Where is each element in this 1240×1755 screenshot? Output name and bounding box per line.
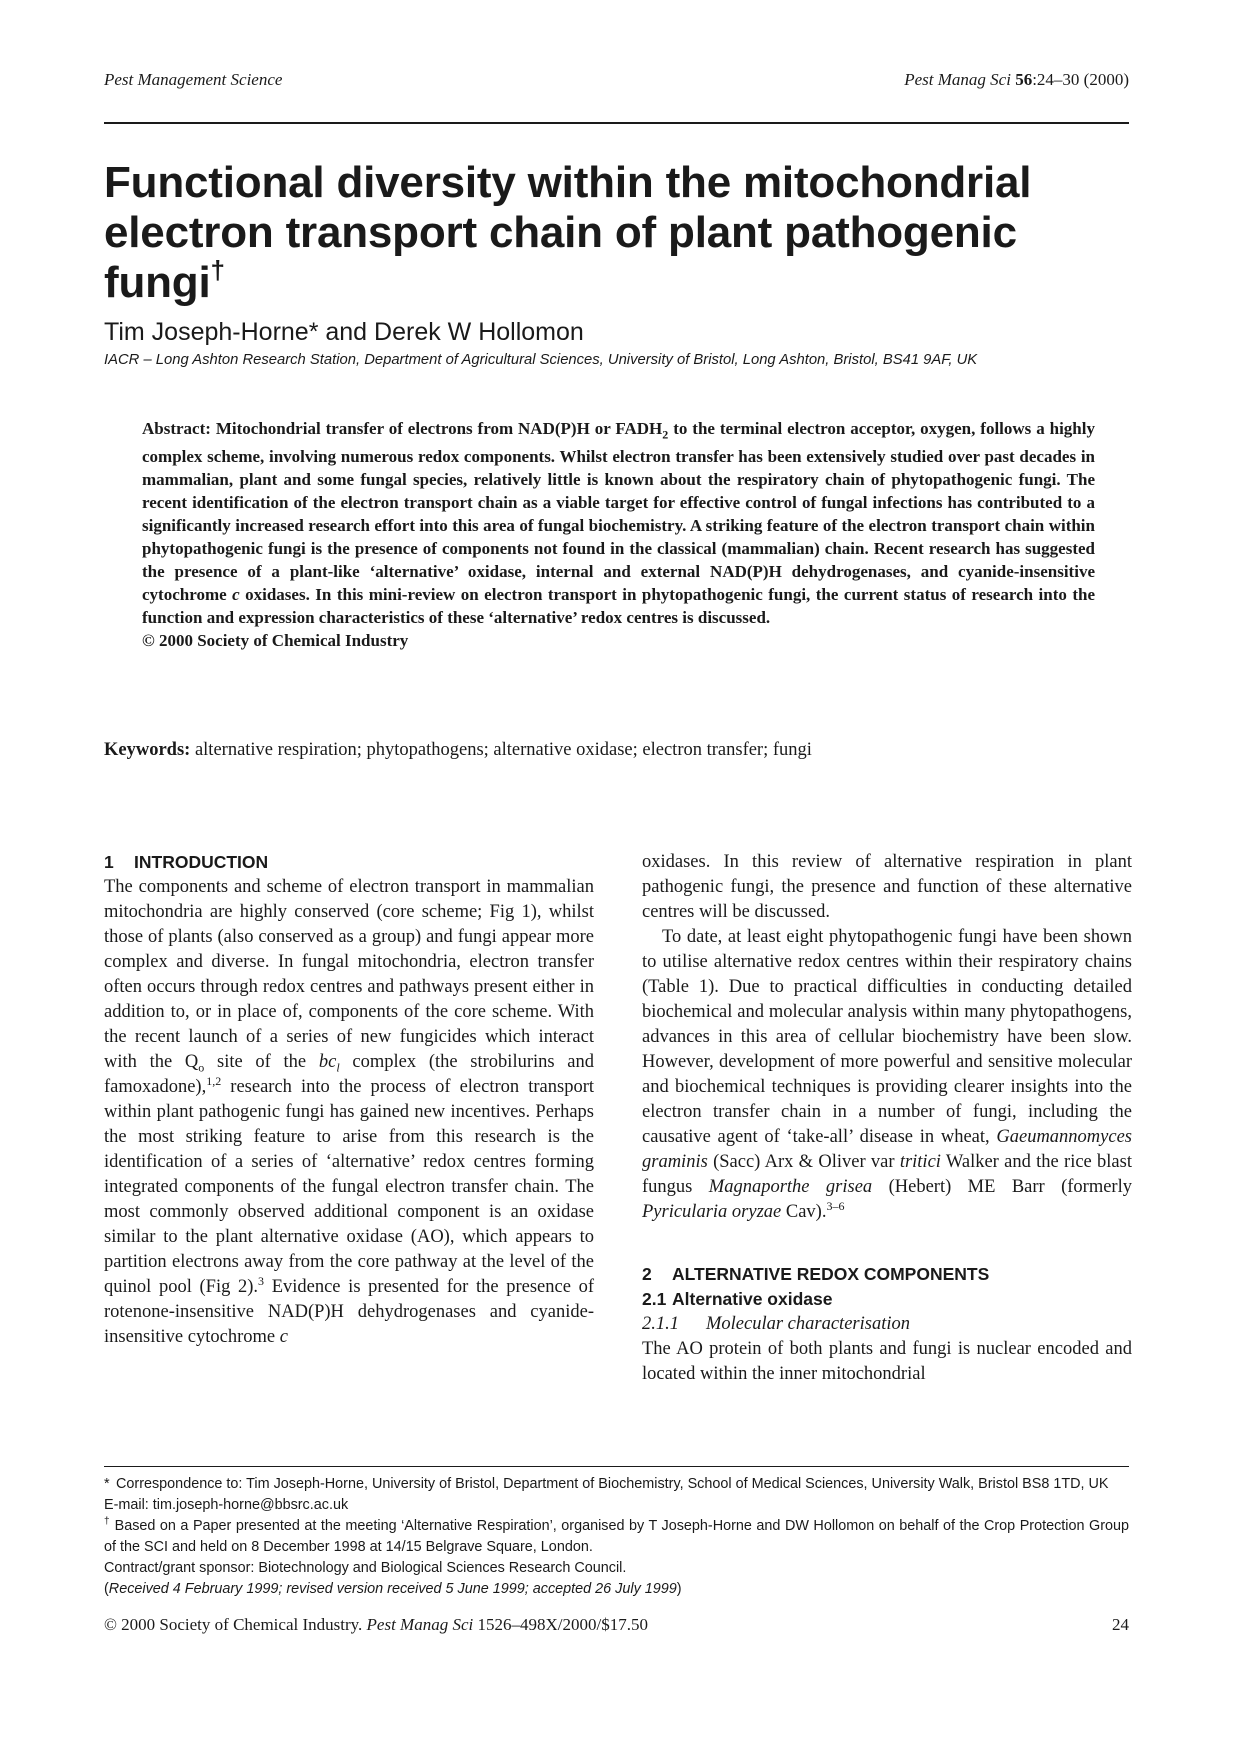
- reference-citation: 3: [258, 1273, 265, 1288]
- column-right-content: [642, 850, 1132, 1387]
- abstract-subscript: 2: [662, 427, 669, 442]
- intro-subscript: o: [198, 1060, 205, 1075]
- abstract-text-c: oxidases. In this mini-review on electron transport in phytopathogenic fungi, the current status of research into the function and expression characteristics of these ‘alternative’ redox centres is discussed.: [142, 584, 1095, 627]
- section2-paragraph: The AO protein of both plants and fungi is nuclear encoded and located within the inner mitochondrial: [642, 1339, 1132, 1384]
- abstract-text-b: to the terminal electron acceptor, oxygen, follows a highly complex scheme, involving numerous redox components. Whilst electron transfer has been extensively studied over past decades in mammalian, plant and some fungal species, relatively little is known about the respiratory chain of phytopathogenic fungi. The recent identification of the electron transport chain as a viable target for effective control of fungal infections has contributed to a significantly increased research effort into this area of fungal biochemistry. A striking feature of the electron transport chain within phytopathogenic fungi is the presence of components not found in the classical (mammalian) chain. Recent research has suggested the presence of a plant-like ‘alternative’ oxidase, internal and external NAD(P)H dehydrogenases, and cyanide-insensitive cytochrome: [142, 419, 1095, 604]
- section-gap: [642, 1225, 1132, 1262]
- abstract-italic: c: [232, 584, 240, 604]
- subsection-heading-alternative-oxidase: [642, 1287, 1132, 1312]
- intro-text: The components and scheme of electron transport in mammalian mitochondria are highly conserved (core scheme; Fig 1), whilst those of plants (also conserved as a group) and fungi appear more complex and diverse. In fungal mitochondria, electron transfer often occurs through redox centres and pathways present either in addition to, or in place of, components of the core scheme. With the recent launch of a series of new fungicides which interact with the Q: [104, 877, 594, 1072]
- species-name: Gaeumannomyces graminis: [642, 1127, 1132, 1172]
- title-dagger-mark: †: [210, 255, 225, 285]
- abstract-copyright: © 2000 Society of Chemical Industry: [142, 630, 409, 650]
- page-footer: [104, 1615, 1129, 1635]
- intro-text: site of the: [204, 1052, 319, 1072]
- section-heading-alternative-redox: [642, 1262, 1132, 1287]
- footer-journal: Pest Manag Sci: [366, 1615, 474, 1634]
- intro-text: Evidence is presented for the presence of rotenone-insensitive NAD(P)H dehydrogenases and cyanide-insensitive cytochrome: [104, 1277, 594, 1347]
- keywords-label: Keywords:: [104, 740, 191, 760]
- footnote-email: E-mail: tim.joseph-horne@bbsrc.ac.uk: [104, 1497, 349, 1513]
- intro-paragraph-1-continued: [642, 850, 1132, 925]
- subsection-title: Alternative oxidase: [672, 1289, 833, 1309]
- footer-copyright: © 2000 Society of Chemical Industry.: [104, 1615, 367, 1634]
- intro-paragraph-1: [104, 875, 594, 1350]
- intro-text: (Sacc) Arx & Oliver var: [707, 1152, 900, 1172]
- species-name: tritici: [899, 1152, 941, 1172]
- abstract-label: Abstract:: [142, 419, 211, 438]
- abstract: [142, 418, 1095, 652]
- intro-text: research into the process of electron transport within plant pathogenic fungi has gained new incentives. Perhaps the most striking feature to arise from this research is the identification of a series of ‘alternative’ redox centres forming integrated components of the fungal electron transfer chain. The most commonly observed additional component is an oxidase similar to the plant alternative oxidase (AO), which appears to partition electrons away from the core pathway at the level of the quinol pool (Fig 2).: [104, 1077, 594, 1297]
- footnote-received: (Received 4 February 1999; revised version received 5 June 1999; accepted 26 July 1999): [104, 1581, 682, 1597]
- footnote-sponsor: Contract/grant sponsor: Biotechnology and Biological Sciences Research Council.: [104, 1560, 627, 1576]
- page-number: 24: [1112, 1615, 1129, 1634]
- citation-prefix: Pest Manag Sci: [904, 70, 1016, 89]
- intro-italic: bc: [318, 1052, 337, 1072]
- article-title-text: Functional diversity within the mitochondrial electron transport chain of plant pathogenic fungi: [104, 158, 1032, 307]
- intro-text: complex (the strobilurins and famoxadone),: [104, 1052, 595, 1097]
- correspondence-text: Correspondence to: Tim Joseph-Horne, University of Bristol, Department of Biochemistry, School of Medical Sciences, University Walk, Bristol BS8 1TD, UK: [116, 1476, 1109, 1492]
- subsubsection-title: Molecular characterisation: [706, 1314, 910, 1334]
- section-number: 1: [104, 852, 114, 872]
- subsection-number: 2.1: [642, 1289, 667, 1309]
- citation-volume: 56: [1015, 70, 1033, 89]
- keywords-text: alternative respiration; phytopathogens; alternative oxidase; electron transfer; fungi: [190, 740, 812, 760]
- footnote-based-on: [104, 1516, 1129, 1558]
- section-title: INTRODUCTION: [134, 852, 269, 872]
- abstract-text-a: Mitochondrial transfer of electrons from NAD(P)H or FADH: [210, 419, 663, 438]
- footnote-rule: [104, 1466, 1129, 1467]
- citation-pages: :24–30 (2000): [1032, 70, 1129, 89]
- intro-paragraph-2: [642, 925, 1132, 1225]
- subsubsection-heading: [642, 1312, 1132, 1337]
- footer-issn: 1526–498X/2000/$17.50: [473, 1615, 648, 1634]
- running-header: [104, 70, 1129, 94]
- intro-text: (Hebert) ME Barr (formerly: [872, 1177, 1132, 1197]
- footnote-star-mark: *: [104, 1476, 110, 1492]
- affiliation: IACR – Long Ashton Research Station, Department of Agricultural Sciences, University of Bristol, Long Ashton, Bristol, BS41 9AF, UK: [104, 352, 978, 368]
- footnotes: [104, 1474, 1129, 1600]
- subsubsection-number: 2.1.1: [642, 1314, 679, 1334]
- reference-citation: 1,2: [206, 1073, 222, 1088]
- footnote-correspondence: [104, 1474, 1129, 1495]
- intro-subscript: l: [336, 1060, 340, 1075]
- section-heading-introduction: [104, 850, 594, 875]
- intro-text: To date, at least eight phytopathogenic fungi have been shown to utilise alternative redox centres within their respiratory chains (Table 1). Due to practical difficulties in conducting detailed biochemical and molecular analysis within many phytopathogens, advances in this area of cellular biochemistry have been slow. However, development of more powerful and sensitive molecular and biochemical techniques is providing clearer insights into the electron transfer chain in a number of fungi, including the causative agent of ‘take-all’ disease in wheat,: [642, 927, 1132, 1147]
- column-left: [104, 850, 594, 1350]
- footnote-dagger-mark: †: [104, 1516, 111, 1528]
- received-dates: Received 4 February 1999; revised version received 5 June 1999; accepted 26 July 1999: [108, 1581, 677, 1597]
- abstract-text: [142, 418, 1095, 630]
- journal-name: Pest Management Science: [104, 70, 283, 89]
- intro-text-continued: oxidases. In this review of alternative respiration in plant pathogenic fungi, the presence and function of these alternative centres will be discussed.: [642, 852, 1132, 922]
- based-on-text: Based on a Paper presented at the meeting ‘Alternative Respiration’, organised by T Joseph-Horne and DW Hollomon on behalf of the Crop Protection Group of the SCI and held on 8 December 1998 at 14/15 Belgrave Square, London.: [104, 1518, 1130, 1555]
- section-title: ALTERNATIVE REDOX COMPONENTS: [672, 1264, 990, 1284]
- author-list: Tim Joseph-Horne* and Derek W Hollomon: [104, 318, 584, 346]
- species-name: Pyricularia oryzae: [642, 1202, 782, 1222]
- intro-text: Cav).: [781, 1202, 827, 1222]
- section-number: 2: [642, 1264, 652, 1284]
- intro-text: Walker and the rice blast fungus: [642, 1152, 1132, 1197]
- keywords: [104, 740, 1134, 761]
- article-title: [104, 158, 1134, 308]
- header-rule: [104, 122, 1129, 124]
- species-name: Magnaporthe grisea: [708, 1177, 873, 1197]
- intro-italic: c: [279, 1327, 288, 1347]
- reference-citation: 3–6: [826, 1198, 845, 1213]
- journal-citation: [904, 70, 1129, 90]
